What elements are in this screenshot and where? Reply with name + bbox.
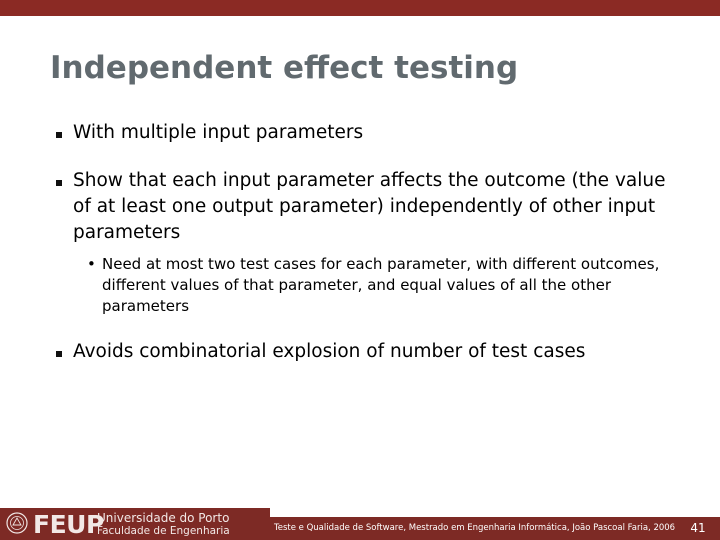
square-bullet-icon [56,180,62,186]
top-accent-bar [0,0,720,16]
slide-title: Independent effect testing [50,50,519,86]
feup-logo-block [0,508,270,540]
footer-credit: Teste e Qualidade de Software, Mestrado em Engenharia Informática, João Pascoal Faria, 2006 [270,517,676,540]
faculty-name: Faculdade de Engenharia [97,525,230,537]
bullet-item [52,168,672,246]
square-bullet-icon [56,132,62,138]
footer [0,502,720,540]
bullet-text: Show that each input parameter affects the outcome (the value of at least one output parameter) independently of other input parameters [73,170,666,243]
page-number: 41 [676,517,720,540]
dot-bullet-icon: • [87,255,96,273]
sub-bullet-text: Need at most two test cases for each parameter, with different outcomes, different values of that parameter, and equal values of all the other parameters [102,255,660,315]
bullet-list [52,120,672,365]
feup-logo-text: FEUP [33,510,104,539]
sub-bullet-item [52,254,672,317]
bullet-item [52,120,672,146]
bullet-text: With multiple input parameters [73,122,364,143]
university-seal-icon [6,512,28,534]
bullet-item [52,339,672,365]
bullet-text: Avoids combinatorial explosion of number of test cases [73,341,586,362]
square-bullet-icon [56,351,62,357]
university-name: Universidade do Porto [97,511,230,525]
